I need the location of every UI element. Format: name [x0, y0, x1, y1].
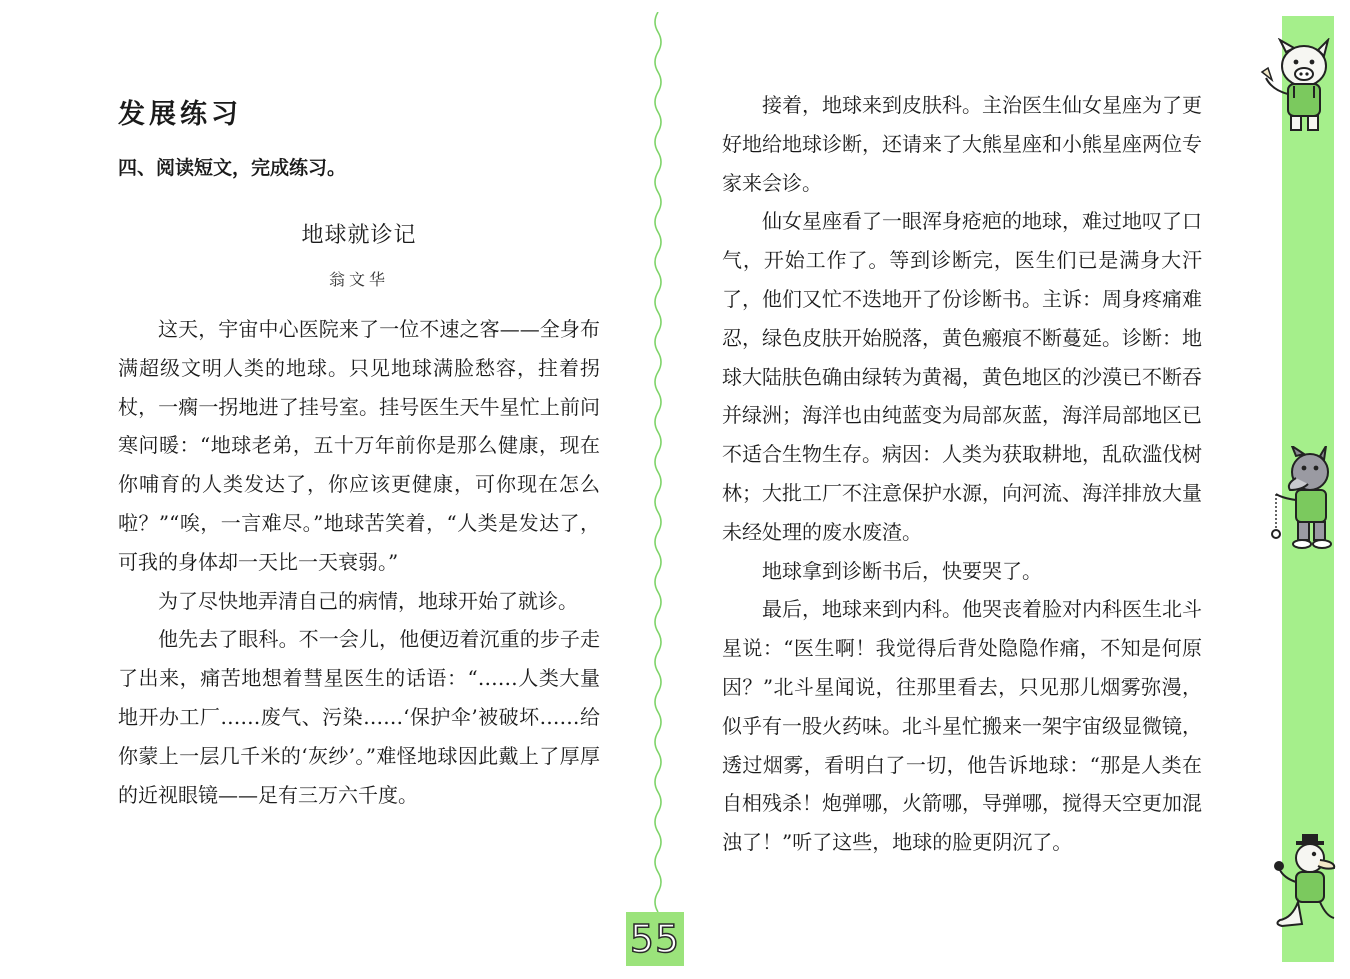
story-paragraph: 为了尽快地弄清自己的病情，地球开始了就诊。	[158, 588, 578, 613]
page-number: 55	[629, 917, 681, 961]
story-paragraph: 他先去了眼科。不一会儿，他便迈着沉重的步子走了出来，痛苦地想着彗星医生的话语：“……人类大量地开办工厂……废气、污染……‘保护伞’被破坏……给你蒙上一层几千米的‘灰纱’。”难怪地球因此戴上了厚厚的近视眼镜——足有三万六千度。	[118, 627, 600, 807]
wolf-cartoon-icon	[1262, 446, 1344, 554]
exercise-heading: 四、阅读短文，完成练习。	[118, 157, 347, 179]
wavy-divider	[648, 12, 668, 912]
story-title: 地球就诊记	[301, 223, 417, 248]
section-title: 发展练习	[118, 99, 242, 130]
left-page-content	[118, 92, 600, 814]
pig-cartoon-icon	[1258, 38, 1340, 134]
story-paragraph: 这天，宇宙中心医院来了一位不速之客——全身布满超级文明人类的地球。只见地球满脸愁容，拄着拐杖，一瘸一拐地进了挂号室。挂号医生天牛星忙上前问寒问暖：“地球老弟，五十万年前你是那么健康，现在你哺育的人类发达了，你应该更健康，可你现在怎么啦？”“唉，一言难尽。”地球苦笑着，“人类是发达了，可我的身体却一天比一天衰弱。”	[118, 317, 600, 574]
duck-cartoon-icon	[1262, 832, 1344, 932]
story-paragraph: 仙女星座看了一眼浑身疮疤的地球，难过地叹了口气，开始工作了。等到诊断完，医生们已是满身大汗了，他们又忙不迭地开了份诊断书。主诉：周身疼痛难忍，绿色皮肤开始脱落，黄色瘢痕不断蔓延。诊断：地球大陆肤色确由绿转为黄褐，黄色地区的沙漠已不断吞并绿洲；海洋也由纯蓝变为局部灰蓝，海洋局部地区已不适合生物生存。病因：人类为获取耕地，乱砍滥伐树林；大批工厂不注意保护水源，向河流、海洋排放大量未经处理的废水废渣。	[722, 209, 1202, 544]
right-page-content	[722, 86, 1202, 862]
story-paragraph: 最后，地球来到内科。他哭丧着脸对内科医生北斗星说：“医生啊！我觉得后背处隐隐作痛，不知是何原因？”北斗星闻说，往那里看去，只见那儿烟雾弥漫，似乎有一股火药味。北斗星忙搬来一架宇宙级显微镜，透过烟雾，看明白了一切，他告诉地球：“那是人类在自相残杀！炮弹哪，火箭哪，导弹哪，搅得天空更加混浊了！”听了这些，地球的脸更阴沉了。	[722, 597, 1202, 855]
story-paragraph: 地球拿到诊断书后，快要哭了。	[762, 558, 1042, 583]
story-paragraph: 接着，地球来到皮肤科。主治医生仙女星座为了更好地给地球诊断，还请来了大熊星座和小熊星座两位专家来会诊。	[722, 93, 1202, 195]
story-author: 翁文华	[328, 270, 389, 289]
page-number-box	[626, 912, 684, 966]
